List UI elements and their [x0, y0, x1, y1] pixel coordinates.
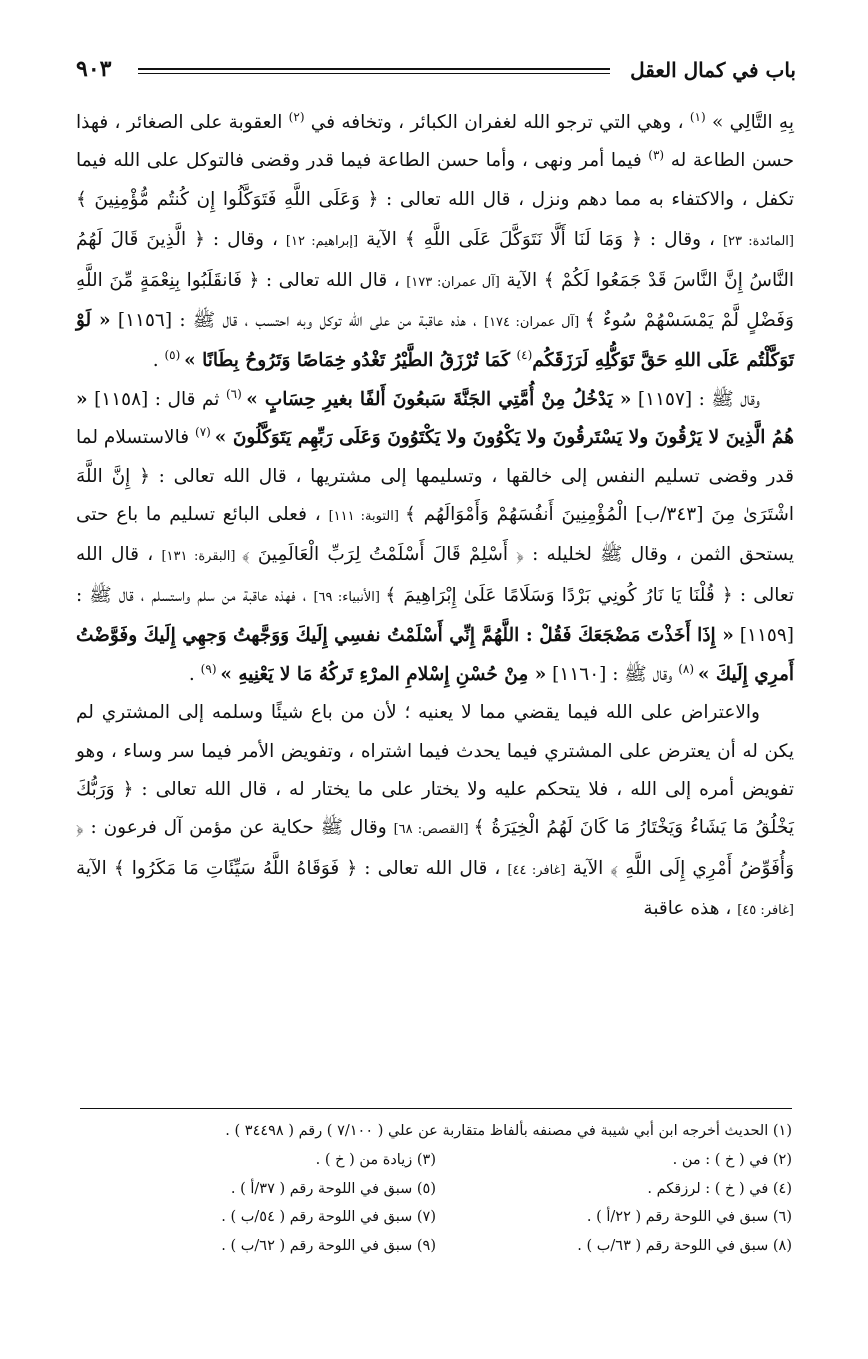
quran-verse: ﴿ وَمَا لَنَا أَلَّا نَتَوَكَّلَ عَلَى اللَّهِ ﴾: [404, 229, 642, 251]
hadith-text: كَمَا تُرْزَقُ الطَّيْرُ تَغْدُو خِمَاصًا وَتَرُوحُ بِطَانًا »: [184, 350, 517, 372]
header-rule: [138, 68, 610, 74]
footnote-3: (٣) زيادة من ( خ ) .: [315, 1151, 436, 1168]
text-run: الآية: [358, 229, 405, 251]
text-run: فيما أمر ونهى ، وأما حسن الطاعة فيما قدر وقضى فالتوكل على الله فيما تكفل ، والاكتفاء به مما دهم ونزل ، قال الله تعالى :: [76, 150, 794, 210]
verse-reference: [الأنبياء: ٦٩]: [313, 589, 386, 605]
footnote-1: (١) الحديث أخرجه ابن أبي شيبة في مصنفه بألفاظ متقاربة عن علي ( ٧/١٠٠ ) رقم ( ٣٤٤٩٨ ) .: [225, 1123, 792, 1139]
verse-reference: [المائدة: ٢٣]: [722, 234, 794, 250]
footnote-marker: (٨): [678, 661, 698, 676]
footnote-2: (٢) في ( خ ) : من .: [672, 1151, 792, 1168]
quran-verse: ﴿ أَسْلِمْ قَالَ أَسْلَمْتُ لِرَبِّ الْعَالَمِينَ ﴾: [241, 544, 524, 566]
text-run: بِهِ التَّالِي »: [705, 112, 794, 133]
quran-verse: ﴿ وَأُفَوِّضُ أَمْرِي إِلَى اللَّهِ ﴾: [76, 817, 794, 879]
quran-verse: ﴿ فَوَقَاهُ اللَّهُ سَيِّئَاتِ مَا مَكَرُوا ﴾: [113, 857, 358, 879]
quran-verse: ﴿ وَعَلَى اللَّهِ فَتَوَكَّلُوا إِن كُنتُم مُّؤْمِنِينَ ﴾: [76, 188, 379, 210]
text-run: الآية: [565, 857, 611, 879]
hadith-text: « لَوْ تَوَكَّلْتُم عَلَى اللهِ حَقَّ تَوَكُّلِهِ لَرَزَقَكُم: [76, 310, 794, 372]
hadith-text: « هُمُ الَّذِينَ لا يَرْقُونَ ولا يَسْتَرقُونَ ولا يَكْوُونَ ولا يَكْتَوُونَ وَعَلَى رَبِّهِم يَتَوَكَّلُونَ »: [76, 388, 795, 449]
footnote-marker: (٧): [195, 425, 215, 440]
footnote-6: (٦) سبق في اللوحة رقم ( ٢٢/أ ) .: [586, 1209, 792, 1226]
hadith-text: « يَدْخُلُ مِنْ أُمَّتِي الجَنَّةَ سَبعُونَ أَلفًا بغيرِ حِسَابٍ »: [246, 388, 632, 410]
verse-reference: [البقرة: ١٣١]: [161, 549, 242, 565]
text-run: وقال ﷺ : [١١٦٠]: [546, 663, 679, 685]
text-run: ، وهي التي ترجو الله لغفران الكبائر ، وتخافه في: [304, 112, 690, 133]
footnote-marker: (٢): [288, 109, 305, 124]
text-run: ، قال الله تعالى :: [357, 857, 508, 879]
footnote-row: [80, 1175, 792, 1204]
quran-verse: ﴿ قُلْنَا يَا نَارُ كُونِي بَرْدًا وَسَلَامًا عَلَىٰ إِبْرَاهِيمَ ﴾: [385, 584, 733, 606]
text-run: ، هذه عاقبة: [643, 898, 738, 920]
text-run: .: [152, 350, 165, 372]
verse-reference: [غافر: ٤٥]: [737, 903, 794, 919]
footnote-marker: (١): [689, 109, 706, 124]
text-run: ، هذه عاقبة من على الله توكل وبه احتسب ، قال ﷺ : [١١٥٦]: [110, 310, 484, 332]
footnote-row: [80, 1146, 792, 1175]
verse-reference: [آل عمران: ١٧٤]: [483, 315, 585, 331]
footnote-marker: (٩): [200, 661, 221, 676]
footnote-separator: [80, 1108, 792, 1109]
text-run: الآية: [76, 857, 114, 879]
quran-verse: ﴿ وَرَبُّكَ يَخْلُقُ مَا يَشَاءُ وَيَخْتَارُ مَا كَانَ لَهُمُ الْخِيَرَةُ ﴾: [76, 778, 794, 839]
footnote-7: (٧) سبق في اللوحة رقم ( ٥٤/ب ) .: [221, 1209, 436, 1226]
text-run: الآية: [499, 269, 544, 291]
paragraph: [76, 694, 794, 930]
text-run: العقوبة على الصغائر ، فهذا حسن الطاعة له: [76, 112, 795, 172]
text-run: وقال ﷺ حكاية عن مؤمن آل فرعون :: [83, 817, 394, 839]
text-run: ، قال الله تعالى :: [76, 544, 795, 606]
verse-reference: [آل عمران: ١٧٣]: [406, 274, 500, 290]
paragraph: [76, 104, 794, 381]
footnote-9: (٩) سبق في اللوحة رقم ( ٦٢/ب ) .: [221, 1238, 436, 1255]
text-run: ، فهذه عاقبة من سلم واستسلم ، قال ﷺ : [١١٥٩]: [76, 584, 794, 647]
footnotes: [80, 1117, 792, 1261]
main-text: [76, 104, 794, 931]
text-run: ثم قال : [١١٥٨]: [87, 388, 226, 410]
quran-verse: ﴿ الَّذِينَ قَالَ لَهُمُ النَّاسُ إِنَّ النَّاسَ قَدْ جَمَعُوا لَكُمْ ﴾: [76, 229, 794, 291]
text-run: [٣٤٣/ب]: [627, 504, 712, 526]
verse-reference: [غافر: ٤٤]: [507, 862, 566, 878]
footnote-5: (٥) سبق في اللوحة رقم ( ٣٧/أ ) .: [230, 1180, 436, 1197]
footnote-marker: (٣): [648, 148, 665, 163]
hadith-text: « إِذَا أَخَذْتَ مَضْجَعَكَ فَقُلْ : اللَّهُمَّ إِنِّي أَسْلَمْتُ نفسِي إِلَيكَ وَوَجَّهتُ وَجهِي إِلَيكَ وفَوَّضْتُ أَمرِي إِلَيكَ »: [76, 625, 794, 685]
quran-verse: الْمُؤْمِنِينَ أَنفُسَهُمْ وَأَمْوَالَهُم ﴾: [405, 504, 628, 526]
text-run: وقال ﷺ : [١١٥٧]: [631, 388, 760, 410]
page-number: ٩٠٣: [76, 56, 112, 82]
footnote-row: [80, 1203, 792, 1232]
text-run: ، وقال :: [204, 229, 286, 251]
footnote-marker: (٤): [516, 348, 533, 363]
verse-reference: [التوبة: ١١١]: [328, 509, 406, 525]
footnote-4: (٤) في ( خ ) : لرزقكم .: [647, 1180, 792, 1197]
text-run: .: [188, 663, 201, 685]
quran-verse: ﴿ فَانقَلَبُوا بِنِعْمَةٍ مِّنَ اللَّهِ وَفَضْلٍ لَّمْ يَمْسَسْهُمْ سُوءٌ ﴾: [76, 269, 794, 332]
text-run: ، قال الله تعالى :: [259, 269, 407, 291]
page-header: [76, 56, 796, 90]
footnote-8: (٨) سبق في اللوحة رقم ( ٦٣/ب ) .: [577, 1238, 792, 1255]
verse-reference: [القصص: ٦٨]: [393, 822, 474, 838]
verse-reference: [إبراهيم: ١٢]: [285, 234, 359, 250]
footnote-row: [80, 1232, 792, 1261]
footnote-marker: (٦): [225, 386, 247, 401]
quran-verse: ﴿ إِنَّ اللَّهَ اشْتَرَىٰ مِنَ: [76, 465, 794, 526]
text-run: والاعتراض على الله فيما يقضي مما لا يعنيه ؛ لأن من باع شيئًا وسلمه إلى المشتري لم يكن له أن يعترض على المشتري فيما يحدث فيما اشتراه ، وتفويض الأمر فيما سر وساء ، وهو تفويض أمره إلى الله ، فلا يتحكم عليه ولا يختار على ما يختار له ، قال الله تعالى :: [76, 702, 794, 800]
paragraph: [76, 381, 794, 694]
text-run: ، فعلى البائع تسليم ما باع حتى يستحق الثمن ، وقال ﷺ لخليله :: [76, 504, 794, 566]
hadith-text: « مِنْ حُسْنِ إِسْلامِ المرْءِ تَركُهُ مَا لا يَعْنِيهِ »: [220, 663, 547, 685]
running-title: باب في كمال العقل: [630, 58, 796, 82]
text-run: فالاستسلام لما قدر وقضى تسليم النفس إلى خالقها ، وتسليمها إلى مشتريها ، قال الله تعالى :: [76, 427, 794, 487]
text-run: ، وقال :: [641, 229, 723, 251]
footnote-marker: (٥): [164, 348, 185, 363]
